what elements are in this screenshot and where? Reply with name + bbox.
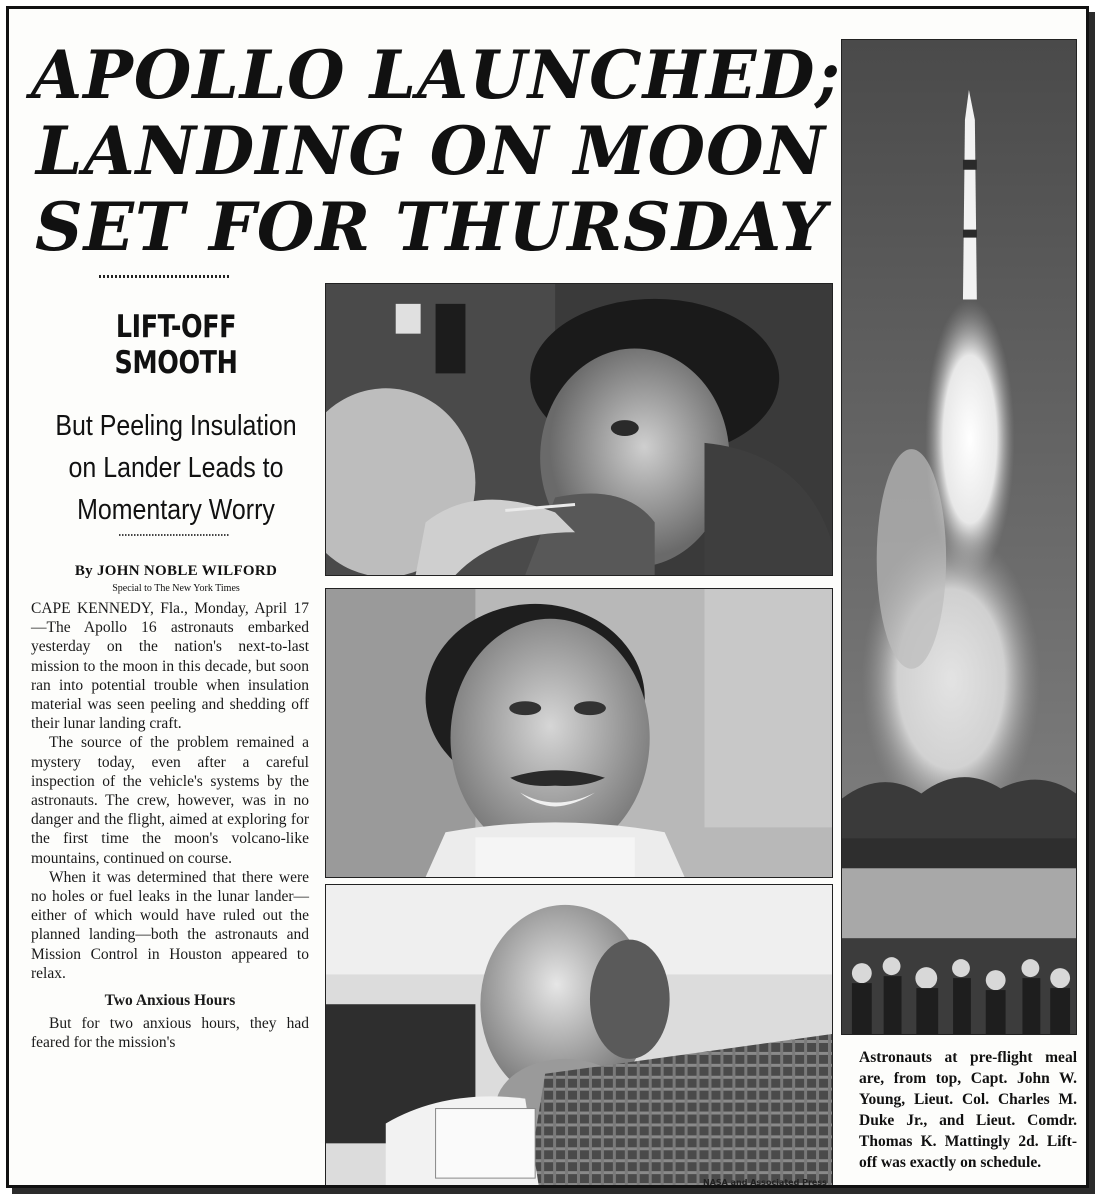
headline-line-3: SET FOR THURSDAY <box>34 188 828 266</box>
photo-rocket-launch <box>841 39 1077 1035</box>
deck-line-1: But Peeling Insulation <box>55 410 297 442</box>
deck-headline <box>51 405 300 531</box>
deck-line-3: Momentary Worry <box>77 494 275 526</box>
photo-rocket-launch-image <box>842 40 1076 1034</box>
deck-rule <box>119 534 229 536</box>
article-paragraph-3: When it was determined that there were no holes or fuel leaks in the lunar lander—either of which would have ruled out the planned landing—both the astronauts and Mission Control in Houston appeared to relax. <box>31 868 309 982</box>
headline-rule <box>99 275 229 278</box>
headline-line-1: APOLLO LAUNCHED; <box>31 36 841 114</box>
photo-astronaut-young-image <box>326 284 832 575</box>
photo-credit: NASA and Associated Press <box>703 1178 827 1187</box>
byline: By JOHN NOBLE WILFORD <box>74 563 278 579</box>
photo-astronaut-mattingly-image <box>326 885 832 1188</box>
article-body <box>31 599 309 1053</box>
article-paragraph-2: The source of the problem remained a mystery today, even after a careful inspection of the vehicle's systems by the astronauts. The crew, however, was in no danger and the flight, aimed at exploring for the first time the moon's volcano-like mountains, continued on course. <box>31 734 309 867</box>
photo-astronaut-mattingly <box>325 884 833 1188</box>
article-subhead: Two Anxious Hours <box>104 992 236 1010</box>
byline-note: Special to The New York Times <box>112 583 240 594</box>
deck-line-2: on Lander Leads to <box>68 452 284 484</box>
article-paragraph-4: But for two anxious hours, they had feared for the mission's <box>31 1015 309 1052</box>
photo-astronaut-young <box>325 283 833 576</box>
photo-caption: Astronauts at pre-flight meal are, from top, Capt. John W. Young, Lieut. Col. Charles M. Duke Jr., and Lieut. Comdr. Thomas K. Mattingly 2d. Lift-off was exactly on schedule. <box>859 1049 1077 1171</box>
article-paragraph-1: CAPE KENNEDY, Fla., Monday, April 17—The Apollo 16 astronauts embarked yesterday on the nation's next-to-last mission to the moon in this decade, but soon ran into potential trouble when insulation material was seen peeling and shedding off their lunar landing craft. <box>31 600 309 733</box>
newspaper-clipping <box>6 6 1089 1188</box>
kicker-headline: LIFT-OFF SMOOTH <box>114 309 238 381</box>
headline <box>31 36 841 266</box>
photo-astronaut-duke <box>325 588 833 878</box>
photo-astronaut-duke-image <box>326 589 832 877</box>
headline-line-2: LANDING ON MOON <box>36 112 826 190</box>
